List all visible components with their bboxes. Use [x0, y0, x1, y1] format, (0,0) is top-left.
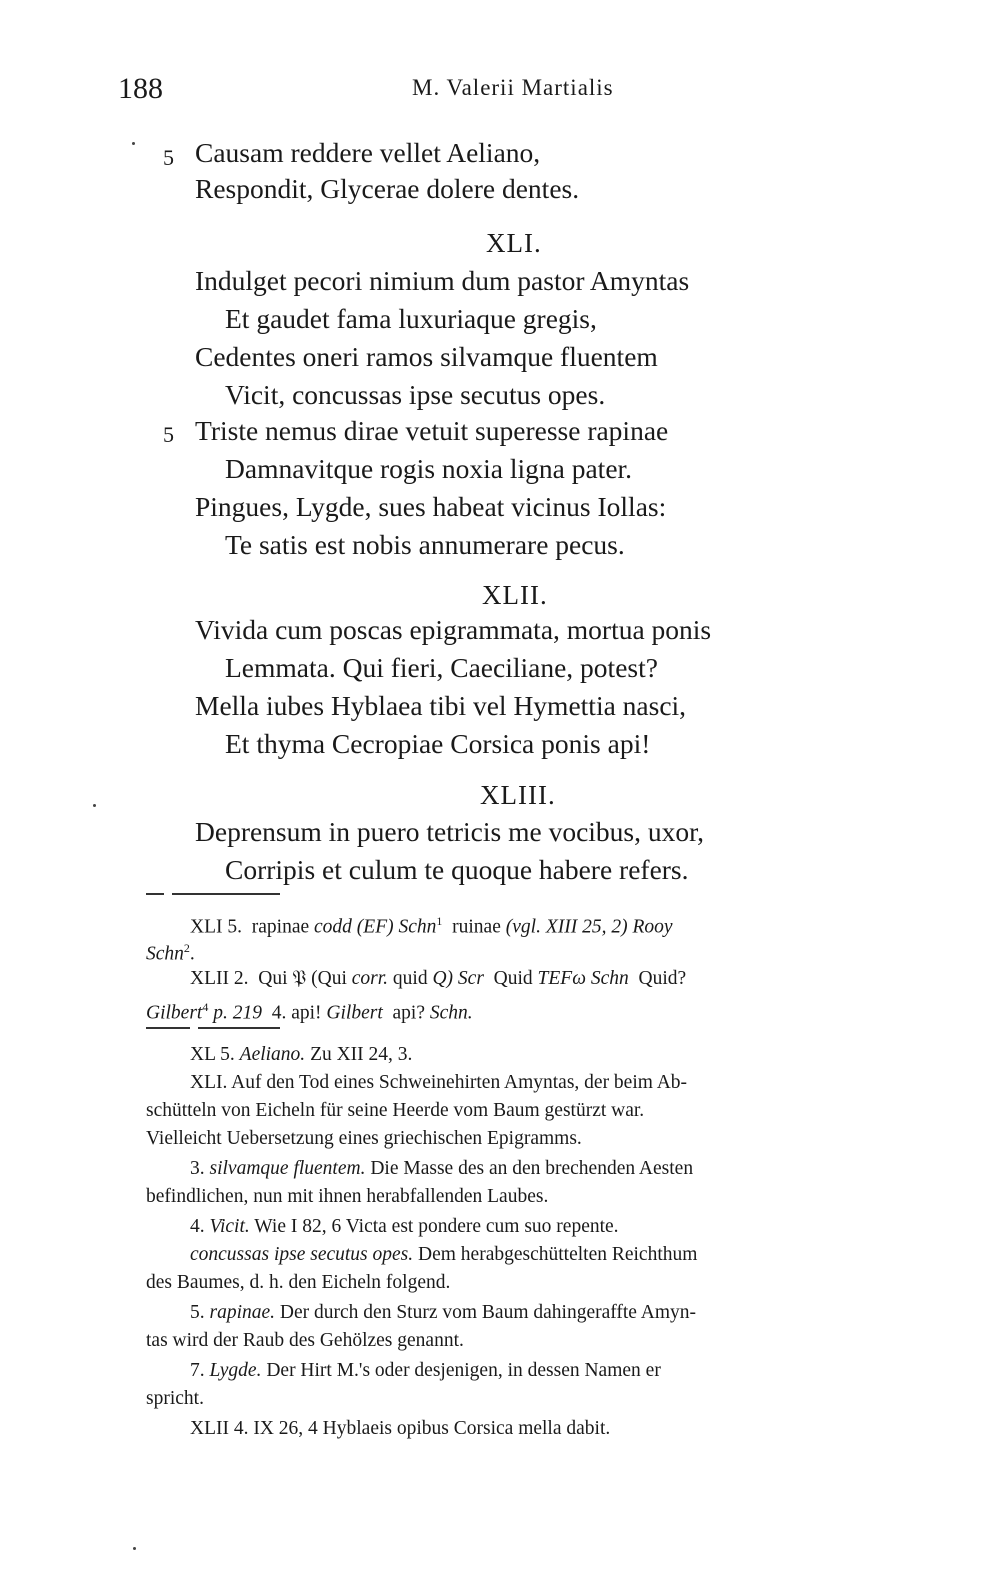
verse-line: Causam reddere vellet Aeliano, — [195, 137, 541, 168]
verse-line: Pingues, Lygde, sues habeat vicinus Iollas: — [195, 491, 667, 522]
running-title: M. Valerii Martialis — [412, 75, 614, 100]
verse-line: Et thyma Cecropiae Corsica ponis api! — [225, 728, 651, 759]
scan-speck — [93, 804, 96, 807]
verse-line: Triste nemus dirae vetuit superesse rapinae — [195, 415, 669, 446]
commentary-line: XLI. Auf den Tod eines Schweinehirten Amyntas, der beim Ab- — [190, 1072, 688, 1093]
verse-line: Indulget pecori nimium dum pastor Amyntas — [195, 265, 690, 296]
poem-heading: XLIII. — [480, 780, 556, 810]
line-number: 5 — [163, 422, 174, 447]
separator-rule — [198, 1027, 280, 1029]
verse-line: Respondit, Glycerae dolere dentes. — [195, 173, 580, 204]
commentary-entry: 7. Lygde. Der Hirt M.'s oder desjenigen, in dessen Namen er — [190, 1360, 661, 1381]
line-number: 5 — [163, 145, 174, 170]
page-number: 188 — [118, 72, 163, 105]
commentary-entry: concussas ipse secutus opes. Dem herabgeschüttelten Reichthum — [190, 1244, 698, 1265]
verse-line: Vicit, concussas ipse secutus opes. — [225, 379, 606, 410]
verse-line: Damnavitque rogis noxia ligna pater. — [225, 453, 633, 484]
verse-line: Vivida cum poscas epigrammata, mortua ponis — [195, 614, 712, 645]
verse-line: Deprensum in puero tetricis me vocibus, uxor, — [195, 816, 705, 847]
commentary-line: befindlichen, nun mit ihnen herabfallenden Laubes. — [146, 1186, 549, 1207]
poem-heading: XLII. — [482, 580, 548, 610]
commentary-line: tas wird der Raub des Gehölzes genannt. — [146, 1330, 464, 1351]
separator-rule — [146, 1027, 190, 1029]
apparatus-entry: XLII 2. Qui 𝔓 (Qui corr. quid Q) Scr Quid TEFω Schn Quid? — [190, 968, 687, 989]
commentary-line: schütteln von Eicheln für seine Heerde vom Baum gestürzt war. — [146, 1100, 645, 1121]
commentary-entry: 4. Vicit. Wie I 82, 6 Victa est pondere cum suo repente. — [190, 1216, 619, 1237]
apparatus-entry-cont: Schn$^2$. — [146, 941, 195, 965]
scan-speck — [133, 1547, 136, 1550]
commentary-line: des Baumes, d. h. den Eicheln folgend. — [146, 1272, 451, 1293]
scan-speck — [132, 142, 135, 145]
verse-line: Lemmata. Qui fieri, Caeciliane, potest? — [225, 652, 658, 683]
apparatus-entry: XLI 5. rapinae codd (EF) Schn$^1$ ruinae (vgl. XIII 25, 2) Rooy — [190, 914, 673, 938]
verse-line: Te satis est nobis annumerare pecus. — [225, 529, 625, 560]
separator-rule — [172, 893, 280, 895]
commentary-line: Vielleicht Uebersetzung eines griechischen Epigramms. — [146, 1128, 582, 1149]
verse-line: Corripis et culum te quoque habere refers. — [225, 854, 689, 885]
apparatus-entry-cont: Gilbert$^4$ p. 219 4. api! Gilbert api? Schn. — [146, 1000, 473, 1024]
verse-line: Cedentes oneri ramos silvamque fluentem — [195, 341, 658, 372]
commentary-entry: 5. rapinae. Der durch den Sturz vom Baum dahingeraffte Amyn- — [190, 1302, 696, 1323]
separator-rule — [146, 893, 164, 895]
commentary-entry: XLII 4. IX 26, 4 Hyblaeis opibus Corsica mella dabit. — [190, 1418, 611, 1439]
verse-line: Et gaudet fama luxuriaque gregis, — [225, 303, 597, 334]
commentary-line: spricht. — [146, 1388, 204, 1409]
poem-heading: XLI. — [486, 228, 542, 258]
commentary-entry: 3. silvamque fluentem. Die Masse des an den brechenden Aesten — [190, 1158, 694, 1179]
commentary-entry: XL 5. Aeliano. Zu XII 24, 3. — [190, 1044, 413, 1065]
verse-line: Mella iubes Hyblaea tibi vel Hymettia nasci, — [195, 690, 687, 721]
